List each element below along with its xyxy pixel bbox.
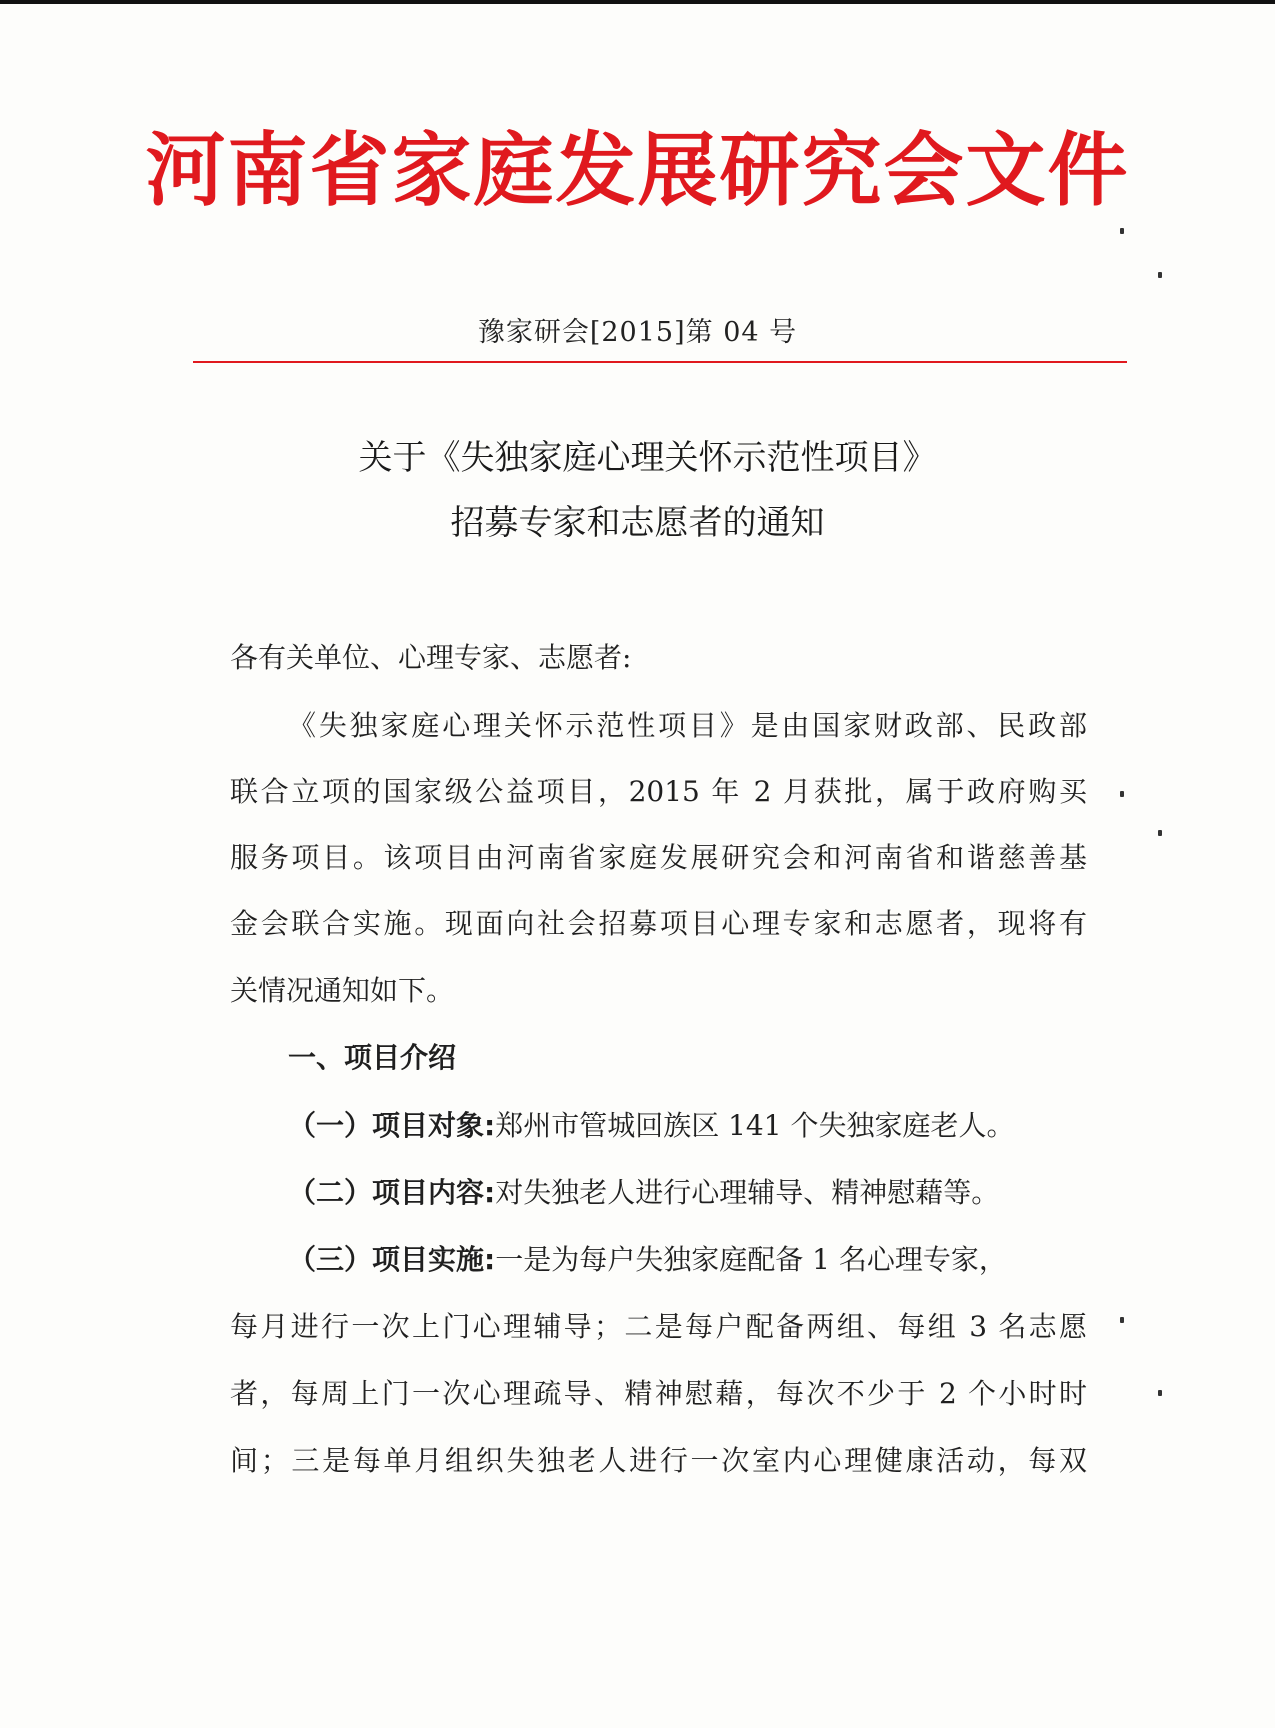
section-1-heading: 一、项目介绍: [288, 1041, 457, 1074]
intro-line-1: 《失独家庭心理关怀示范性项目》是由国家财政部、民政部: [288, 709, 1087, 742]
document-number: 豫家研会[2015]第 04 号: [477, 317, 798, 348]
notice-title-line-2: 招募专家和志愿者的通知: [450, 503, 825, 543]
item-2-text: 对失独老人进行心理辅导、精神慰藉等。: [495, 1176, 1000, 1209]
scan-speck: [1120, 228, 1124, 234]
item-1-text: 郑州市管城回族区 141 个失独家庭老人。: [495, 1109, 1015, 1142]
intro-line-4: 金会联合实施。现面向社会招募项目心理专家和志愿者，现将有: [230, 907, 1087, 940]
salutation: 各有关单位、心理专家、志愿者:: [230, 641, 632, 674]
scan-speck: [1120, 791, 1124, 797]
scan-speck: [1158, 272, 1162, 278]
scan-speck: [1158, 830, 1162, 836]
item-3-label: （三）项目实施:: [288, 1243, 496, 1276]
item-3-continuation-3: 间；三是每单月组织失独老人进行一次室内心理健康活动，每双: [230, 1444, 1087, 1477]
intro-line-5: 关情况通知如下。: [230, 974, 455, 1007]
document-header-title: 河南省家庭发展研究会文件: [145, 123, 1130, 217]
item-3-continuation-1: 每月进行一次上门心理辅导；二是每户配备两组、每组 3 名志愿: [230, 1310, 1087, 1343]
notice-title-line-1: 关于《失独家庭心理关怀示范性项目》: [358, 438, 937, 478]
item-2: [288, 1173, 999, 1213]
item-3-text: 一是为每户失独家庭配备 1 名心理专家，: [495, 1243, 1007, 1276]
intro-line-2: 联合立项的国家级公益项目，2015 年 2 月获批，属于政府购买: [230, 775, 1087, 808]
scan-top-edge: [0, 0, 1275, 4]
item-1: [288, 1106, 1014, 1146]
item-1-label: （一）项目对象:: [288, 1109, 496, 1142]
item-3: [288, 1240, 1007, 1280]
intro-line-3: 服务项目。该项目由河南省家庭发展研究会和河南省和谐慈善基: [230, 841, 1087, 874]
item-3-continuation-2: 者，每周上门一次心理疏导、精神慰藉，每次不少于 2 个小时时: [230, 1377, 1087, 1410]
scan-speck: [1120, 1317, 1124, 1323]
item-2-label: （二）项目内容:: [288, 1176, 496, 1209]
header-divider: [193, 361, 1127, 363]
scan-speck: [1158, 1390, 1162, 1396]
